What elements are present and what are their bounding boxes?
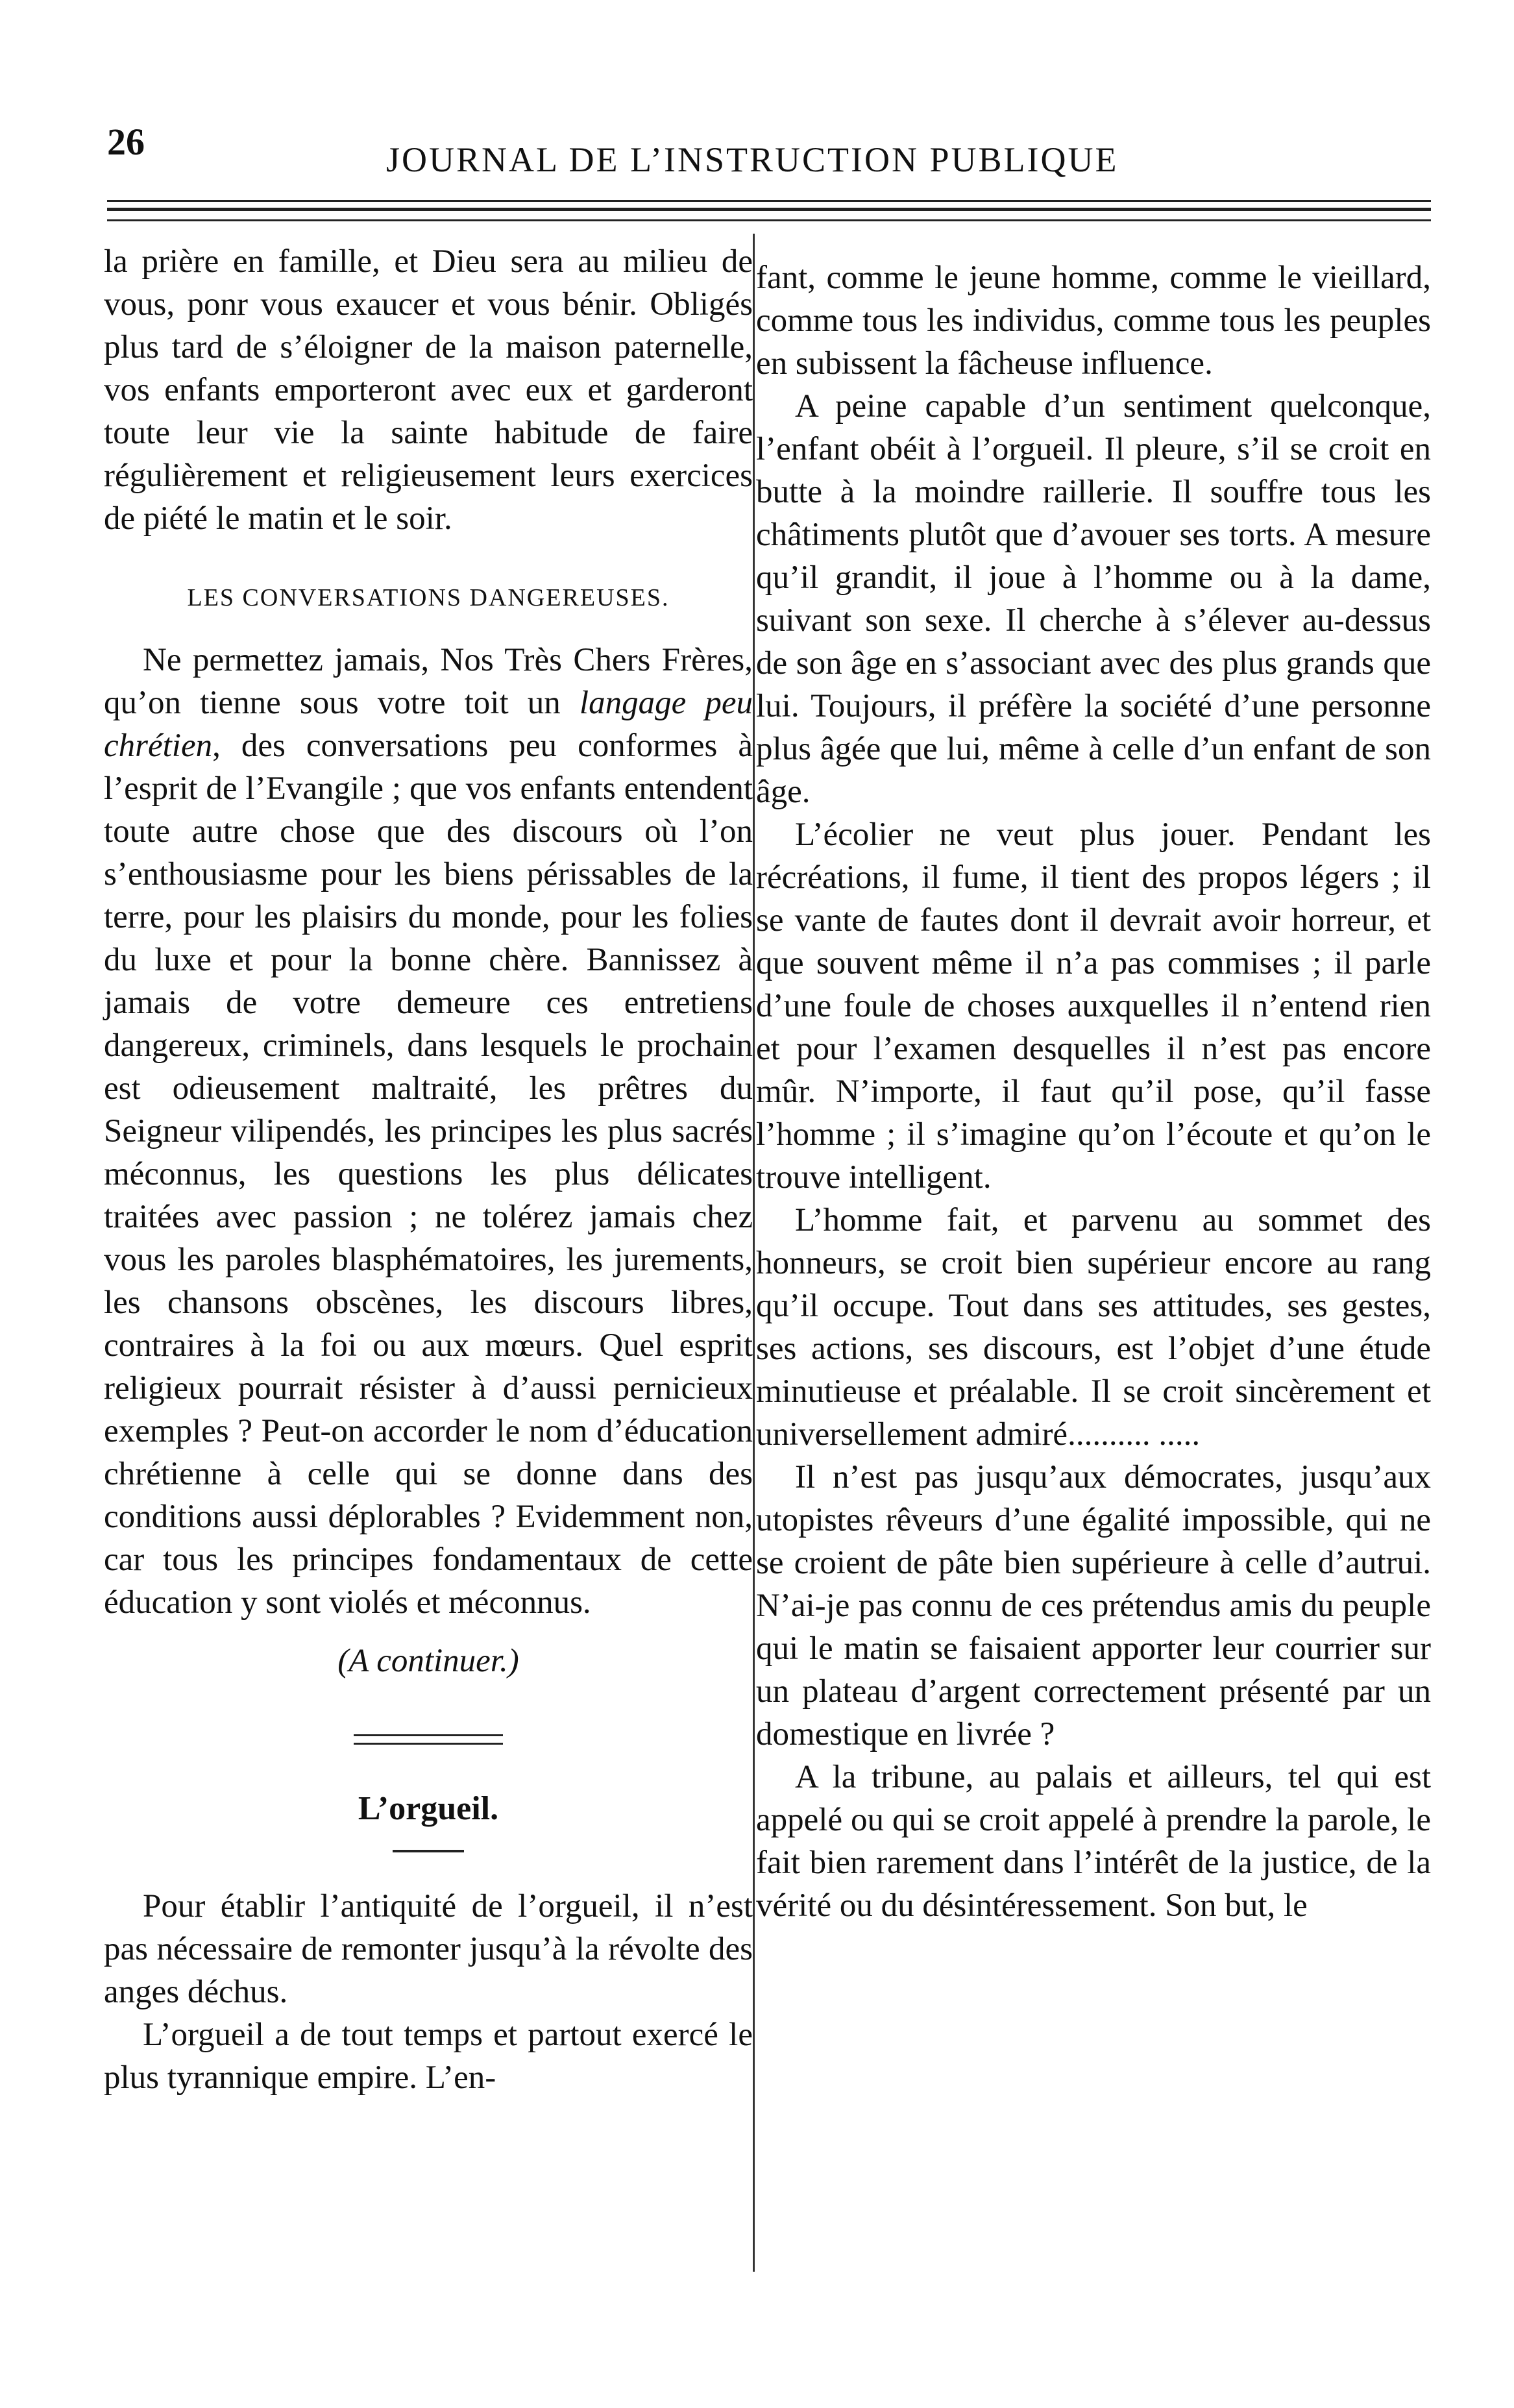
left-continued-paragraph: la prière en famille, et Dieu sera au milieu de vous, ponr vous exaucer et vous bénir. Obligés plus tard de s’éloigner de la maison paternelle, vos enfants emporteront avec eux et garderont toute leur vie la sainte habitude de faire régulièrement et religieusement leurs exercices de piété le matin et le soir. [104,243,753,537]
to-be-continued-note [104,1640,753,1682]
header-rule-middle [107,208,1431,211]
paragraph-ecolier: L’écolier ne veut plus jouer. Pendant les récréations, il fume, il tient des propos légers ; il se vante de fautes dont il devrait avoir horreur, et que souvent même il n’a pas commises ; il parle d’une foule de choses auxquelles il n’entend rien et pour l’examen desquelles il n’est pas encore mûr. N’importe, il faut qu’il pose, qu’il fasse l’homme ; il s’imagine qu’on l’écoute et qu’on le trouve intelligent. [756,817,1431,1196]
page-number: 26 [107,121,145,163]
article-title: L’orgueil. [358,1790,499,1827]
paragraph-conversations-part-a: Ne permettez jamais, Nos Très Chers Frères, qu’on tienne sous votre toit un [104,642,753,721]
paragraph-tribune: A la tribune, au palais et ailleurs, tel qui est appelé ou qui se croit appelé à prendre la parole, le fait bien rarement dans l’intérêt de la justice, de la vérité ou du désintéressement. Son but, le [756,1759,1431,1924]
continued-close-paren: ) [507,1643,519,1679]
article-separator-double-rule [354,1734,503,1745]
column-divider [753,234,755,2272]
left-column [104,240,753,2099]
right-column [756,256,1431,1927]
page-header [107,120,1431,198]
continued-text: A continuer. [348,1643,508,1679]
paragraph-conversations-part-b: , des conversations peu conformes à l’esprit de l’Evangile ; que vos enfants entendent toute autre chose que des discours où l’on s’enthousiasme pour les biens périssables de la terre, pour les plaisirs du monde, pour les folies du luxe et pour la bonne chère. Bannissez à jamais de votre demeure ces entretiens dangereux, criminels, dans lesquels le prochain est odieusement maltraité, les prêtres du Seigneur vilipendés, les principes les plus sacrés méconnus, les questions les plus délicates traitées avec passion ; ne tolérez jamais chez vous les paroles blasphématoires, les jurements, les chansons obscènes, les discours libres, contraires à la foi ou aux mœurs. Quel esprit religieux pourrait résister à d’aussi pernicieux exemples ? Peut-on accorder le nom d’éducation chrétienne à celle qui se donne dans des conditions aussi déplorables ? Evidemment non, car tous les principes fondamentaux de cette éducation y sont violés et méconnus. [104,728,753,1621]
section-heading-conversations: LES CONVERSATIONS DANGEREUSES. [187,584,670,611]
header-rule-top [107,200,1431,202]
paragraph-enfant: A peine capable d’un sentiment quelconque, l’enfant obéit à l’orgueil. Il pleure, s’il se croit en butte à la moindre raillerie. Il souffre tous les châtiments plutôt que d’avouer ses torts. A mesure qu’il grandit, il joue à l’homme ou à la dame, suivant son sexe. Il cherche à s’élever au-dessus de son âge en s’associant avec des plus grands que lui. Toujours, il préfère la société d’une personne plus âgée que lui, même à celle d’un enfant de son âge. [756,388,1431,810]
paragraph-conversations-emphasis: langage peu chrétien [104,685,753,764]
continued-open-paren: ( [337,1643,349,1679]
header-rule-bottom [107,219,1431,221]
title-underline-rule [393,1850,464,1852]
paragraph-conversations [104,639,753,1624]
running-title: JOURNAL DE L’INSTRUCTION PUBLIQUE [386,140,1119,179]
paragraph-orgueil-2: L’orgueil a de tout temps et partout exercé le plus tyrannique empire. L’en- [104,2017,753,2096]
paragraph-democrates: Il n’est pas jusqu’aux démocrates, jusqu’aux utopistes rêveurs d’une égalité impossible, qui ne se croient de pâte bien supérieure à celle d’autrui. N’ai-je pas connu de ces prétendus amis du peuple qui le matin se faisaient apporter leur courrier sur un plateau d’argent correctement présenté par un domestique en livrée ? [756,1459,1431,1752]
paragraph-homme-fait: L’homme fait, et parvenu au sommet des honneurs, se croit bien supérieur encore au rang qu’il occupe. Tout dans ses attitudes, ses gestes, ses actions, ses discours, est l’objet d’une étude minutieuse et préalable. Il se croit sincèrement et universellement admiré.......... ..... [756,1202,1431,1453]
right-continued-paragraph: fant, comme le jeune homme, comme le vieillard, comme tous les individus, comme tous les peuples en subissent la fâcheuse influence. [756,260,1431,382]
paragraph-orgueil-1: Pour établir l’antiquité de l’orgueil, il n’est pas nécessaire de remonter jusqu’à la révolte des anges déchus. [104,1888,753,2010]
